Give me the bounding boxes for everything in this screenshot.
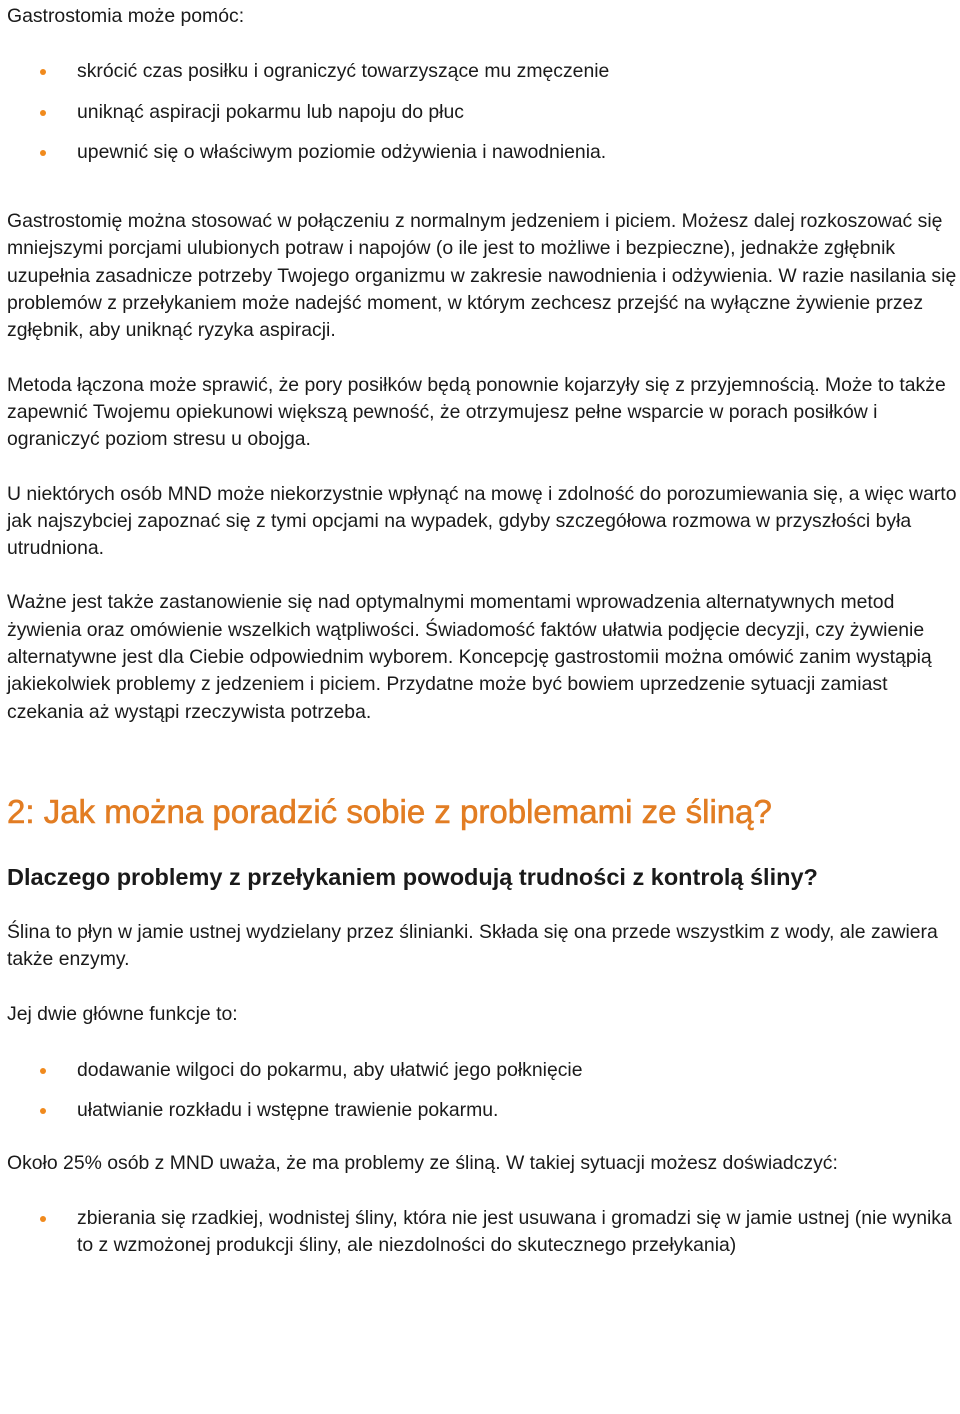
list-item [7,1097,957,1124]
paragraph-saliva-definition: Ślina to płyn w jamie ustnej wydzielany przez ślinianki. Składa się ona przede wszystkim z wody, ale zawiera także enzymy. [7,920,938,971]
list-item-text: skrócić czas posiłku i ograniczyć towarzyszące mu zmęczenie [77,60,610,83]
paragraph-combined-method: Metoda łączona może sprawić, że pory posiłków będą ponownie kojarzyły się z przyjemnością. Może to także zapewnić Twojemu opiekunowi większą pewność, że otrzymujesz pełne wsparcie w porach posiłków i ograniczyć poziom stresu u obojga. [7,373,946,451]
list-item-text: dodawanie wilgoci do pokarmu, aby ułatwić jego połknięcie [77,1058,583,1081]
paragraph-functions-intro: Jej dwie główne funkcje to: [7,1002,238,1025]
list-item-text: upewnić się o właściwym poziomie odżywienia i nawodnienia. [77,140,607,163]
sub-heading: Dlaczego problemy z przełykaniem powodują trudności z kontrolą śliny? [7,863,818,890]
document-page [7,0,957,1259]
section-heading: 2: Jak można poradzić sobie z problemami ze śliną? [7,792,772,830]
list-item [7,58,957,85]
paragraph-combined-feeding: Gastrostomię można stosować w połączeniu z normalnym jedzeniem i piciem. Możesz dalej rozkoszować się mniejszymi porcjami ulubionych potraw i napojów (o ile jest to możliwe i bezpieczne), jednakże zgłębnik uzupełnia zasadnicze potrzeby Twojego organizmu w zakresie nawodnienia i odżywienia. W razie nasilania się problemów z przełykaniem może nadejść moment, w którym zechcesz przejść na wyłączne żywienie przez zgłębnik, aby uniknąć ryzyka aspiracji. [7,210,957,342]
bullet-icon [40,1216,46,1222]
list-item [7,1205,957,1260]
list-item [7,1057,957,1084]
list-item-text: zbierania się rzadkiej, wodnistej śliny, która nie jest usuwana i gromadzi się w jamie ustnej (nie wynika to z wzmożonej produkcji śliny, ale niezdolności do skutecznego przełykania) [77,1206,952,1257]
paragraph-timing: Ważne jest także zastanowienie się nad optymalnymi momentami wprowadzenia alternatywnych metod żywienia oraz omówienie wszelkich wątpliwości. Świadomość faktów ułatwia podjęcie decyzji, czy żywienie alternatywne jest dla Ciebie odpowiednim wyborem. Koncepcję gastrostomii można omówić zanim wystąpią jakiekolwiek problemy z jedzeniem i piciem. Przydatne może być bowiem uprzedzenie sytuacji zamiast czekania aż wystąpi rzeczywista potrzeba. [7,591,932,723]
intro-text: Gastrostomia może pomóc: [7,5,245,27]
bullet-icon [40,1108,46,1114]
list-item [7,139,957,166]
benefits-list [7,58,957,166]
bullet-icon [40,150,46,156]
bullet-icon [40,1068,46,1074]
list-item-text: uniknąć aspiracji pokarmu lub napoju do płuc [77,100,464,123]
symptoms-list [7,1205,957,1260]
paragraph-prevalence: Około 25% osób z MND uważa, że ma problemy ze śliną. W takiej sytuacji możesz doświadczyć: [7,1152,838,1175]
paragraph-communication: U niektórych osób MND może niekorzystnie wpłynąć na mowę i zdolność do porozumiewania się, a więc warto jak najszybciej zapoznać się z tymi opcjami na wypadek, gdyby szczegółowa rozmowa w przyszłości była utrudniona. [7,482,957,560]
list-item [7,99,957,126]
bullet-icon [40,69,46,75]
functions-list [7,1057,957,1125]
bullet-icon [40,110,46,116]
list-item-text: ułatwianie rozkładu i wstępne trawienie pokarmu. [77,1099,499,1122]
